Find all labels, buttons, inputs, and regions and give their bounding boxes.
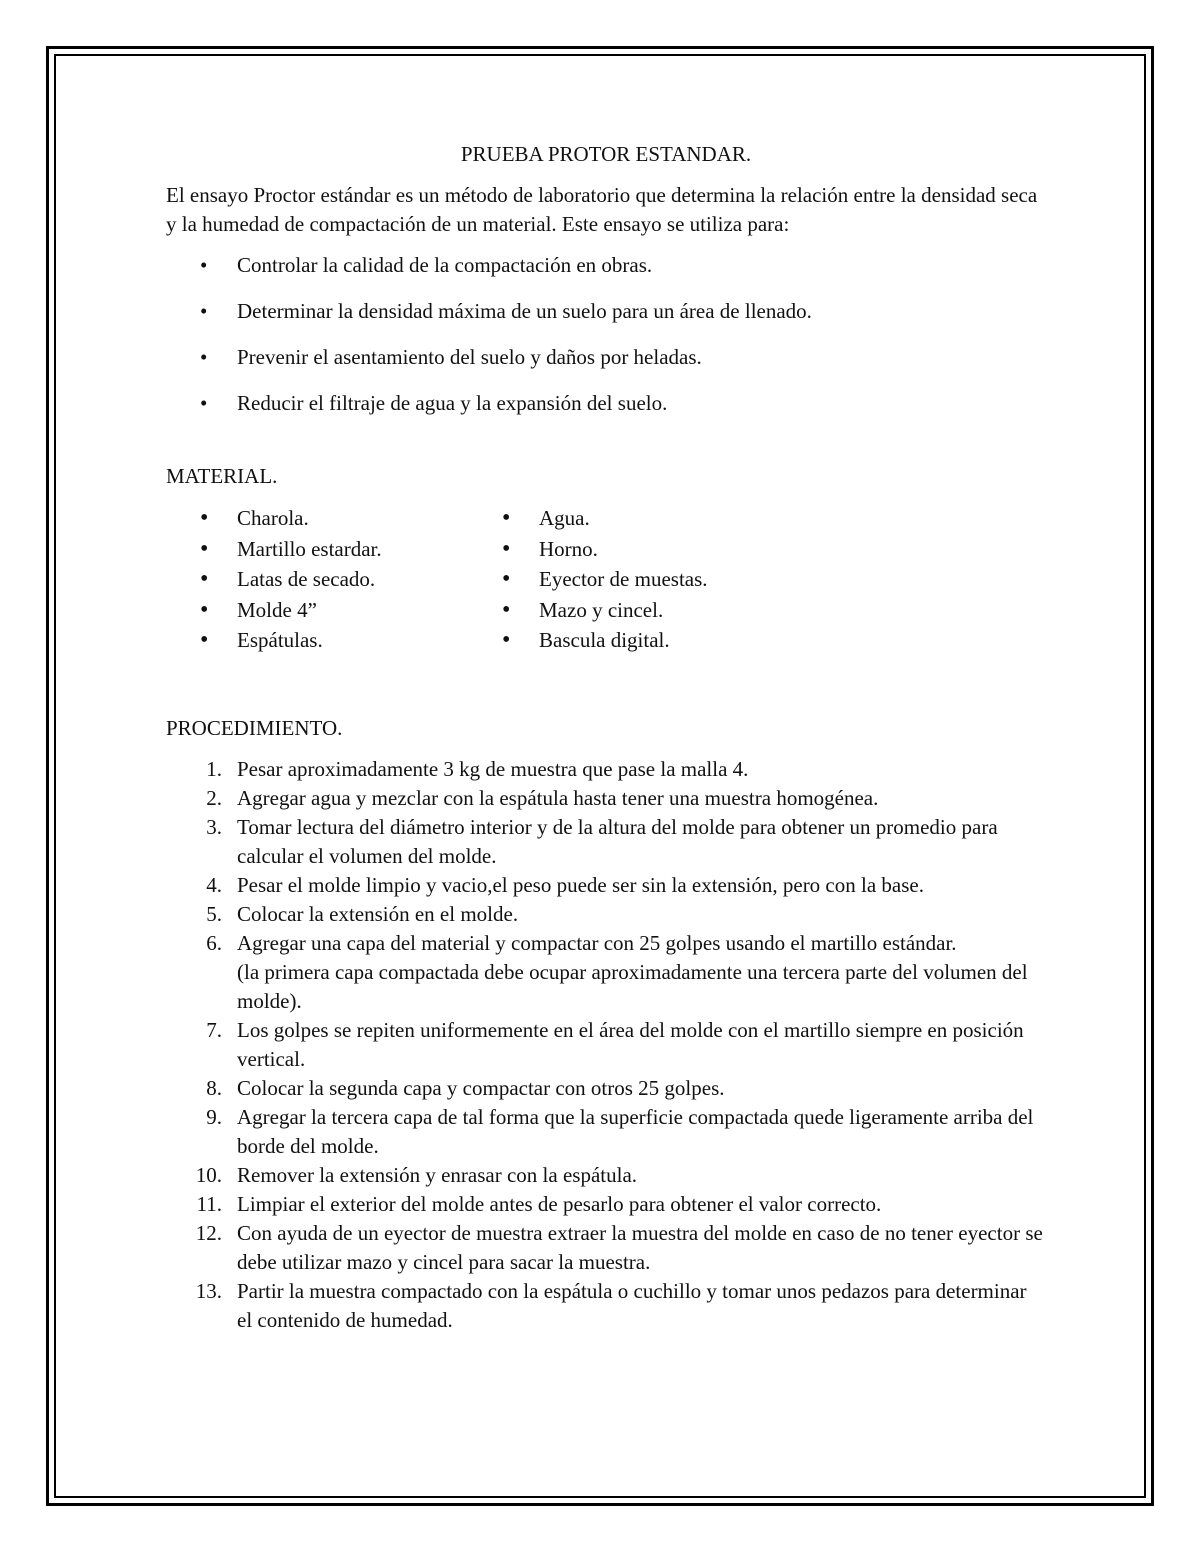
material-column-1 xyxy=(166,503,468,656)
procedure-steps xyxy=(166,755,1046,1335)
list-item: • Latas de secado. xyxy=(166,564,468,595)
bullet-icon: • xyxy=(502,627,511,653)
procedure-step: 13. Partir la muestra compactado con la espátula o cuchillo y tomar unos pedazos para determinar el contenido de humedad. xyxy=(195,1278,1027,1332)
document-title: PRUEBA PROTOR ESTANDAR. xyxy=(460,142,752,166)
bullet-icon: • xyxy=(200,299,208,323)
procedure-step-note: (la primera capa compactada debe ocupar aproximadamente una tercera parte del volumen del molde). xyxy=(237,959,1028,1013)
list-item: • Charola. xyxy=(166,503,468,534)
bullet-icon: • xyxy=(200,596,209,623)
procedure-step: 12. Con ayuda de un eyector de muestra extraer la muestra del molde en caso de no tener eyector se debe utilizar mazo y cincel para sacar la muestra. xyxy=(195,1220,1043,1274)
list-item: • Determinar la densidad máxima de un suelo para un área de llenado. xyxy=(166,297,1046,326)
list-item: • Mazo y cincel. xyxy=(468,595,708,626)
bullet-icon: • xyxy=(502,596,511,623)
procedure-step: 9. Agregar la tercera capa de tal forma que la superficie compactada quede ligeramente arriba del borde del molde. xyxy=(206,1104,1034,1158)
procedure-step: 10. Remover la extensión y enrasar con la espátula. xyxy=(195,1162,638,1187)
document-body xyxy=(166,140,1046,1335)
bullet-icon: • xyxy=(502,535,511,562)
procedure-step: 11. Limpiar el exterior del molde antes de pesarlo para obtener el valor correcto. xyxy=(196,1191,882,1216)
procedure-step: 6. Agregar una capa del material y compactar con 25 golpes usando el martillo estándar. (la primera capa compactada debe ocupar aproximadamente una tercera parte del volumen del molde). xyxy=(166,929,1046,1016)
bullet-icon: • xyxy=(200,535,209,562)
bullet-icon: • xyxy=(502,566,511,592)
list-item: • Bascula digital. xyxy=(468,625,708,656)
list-item: • Agua. xyxy=(468,503,708,534)
list-item: • Horno. xyxy=(468,534,708,565)
procedure-step: 4. Pesar el molde limpio y vacio,el peso puede ser sin la extensión, pero con la base. xyxy=(206,872,924,897)
procedure-step: 3. Tomar lectura del diámetro interior y de la altura del molde para obtener un promedio para calcular el volumen del molde. xyxy=(206,814,998,868)
bullet-icon: • xyxy=(502,505,511,531)
procedure-heading: PROCEDIMIENTO. xyxy=(166,715,343,740)
bullet-icon: • xyxy=(200,345,208,369)
material-heading: MATERIAL. xyxy=(166,464,278,488)
list-item: • Reducir el filtraje de agua y la expansión del suelo. xyxy=(166,389,1046,418)
bullet-icon: • xyxy=(200,505,209,531)
list-item: • Martillo estardar. xyxy=(166,534,468,565)
procedure-step: 8. Colocar la segunda capa y compactar con otros 25 golpes. xyxy=(206,1075,725,1100)
bullet-icon: • xyxy=(200,627,209,653)
material-list xyxy=(166,503,1046,656)
list-item: • Controlar la calidad de la compactación en obras. xyxy=(166,251,1046,280)
bullet-icon: • xyxy=(200,391,208,415)
bullet-icon: • xyxy=(200,566,209,592)
list-item: • Eyector de muestas. xyxy=(468,564,708,595)
uses-list xyxy=(166,251,1046,418)
procedure-step: 2. Agregar agua y mezclar con la espátula hasta tener una muestra homogénea. xyxy=(206,785,879,810)
intro-paragraph: El ensayo Proctor estándar es un método de laboratorio que determina la relación entre la densidad seca y la humedad de compactación de un material. Este ensayo se utiliza para: xyxy=(166,183,1038,236)
list-item: • Molde 4” xyxy=(166,595,468,626)
procedure-step: 7. Los golpes se repiten uniformemente en el área del molde con el martillo siempre en posición vertical. xyxy=(206,1017,1024,1071)
list-item: • Prevenir el asentamiento del suelo y daños por heladas. xyxy=(166,343,1046,372)
procedure-step: 1. Pesar aproximadamente 3 kg de muestra que pase la malla 4. xyxy=(206,756,749,781)
procedure-step: 5. Colocar la extensión en el molde. xyxy=(206,901,519,926)
list-item: • Espátulas. xyxy=(166,625,468,656)
material-column-2 xyxy=(468,503,708,656)
bullet-icon: • xyxy=(200,253,208,277)
